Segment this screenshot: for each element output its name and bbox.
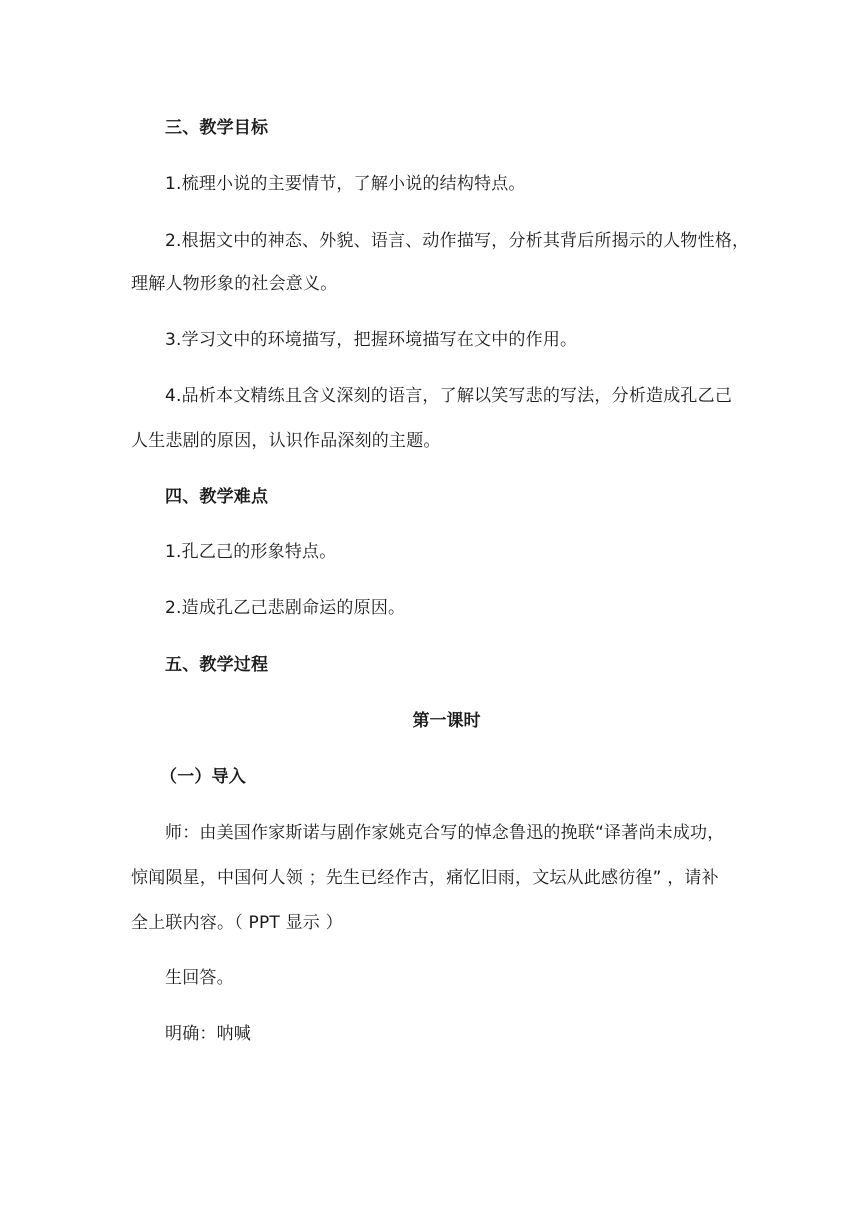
goal-item-1: 1.梳理小说的主要情节，了解小说的结构特点。 <box>165 174 526 194</box>
goal-item-2-line-1: 2.根据文中的神态、外貌、语言、动作描写，分析其背后所揭示的人物性格， <box>165 231 750 251</box>
teacher-paragraph-line-2: 惊闻陨星，中国何人领 ；先生已经作古，痛忆旧雨，文坛从此感彷徨” ，请补 <box>131 868 719 888</box>
lesson-title: 第一课时 <box>412 711 481 731</box>
section-heading-difficulties: 四、教学难点 <box>165 487 269 507</box>
goal-item-4-line-2: 人生悲剧的原因，认识作品深刻的主题。 <box>131 431 441 451</box>
section-heading-teaching-goals: 三、教学目标 <box>165 118 269 138</box>
teacher-paragraph-line-1: 师：由美国作家斯诺与剧作家姚克合写的悼念鲁迅的挽联“译著尚未成功， <box>165 823 725 843</box>
difficulty-item-1: 1.孔乙己的形象特点。 <box>165 542 337 562</box>
subsection-heading-intro: （一）导入 <box>160 767 246 787</box>
answer-line: 明确：呐喊 <box>165 1024 251 1044</box>
student-response: 生回答。 <box>165 968 234 988</box>
goal-item-4-line-1: 4.品析本文精练且含义深刻的语言，了解以笑写悲的写法，分析造成孔乙己 <box>165 386 733 406</box>
goal-item-2-line-2: 理解人物形象的社会意义。 <box>131 274 338 294</box>
difficulty-item-2: 2.造成孔乙己悲剧命运的原因。 <box>165 598 406 618</box>
goal-item-3: 3.学习文中的环境描写，把握环境描写在文中的作用。 <box>165 330 578 350</box>
teacher-paragraph-line-3: 全上联内容。（ PPT 显示 ） <box>131 913 343 933</box>
section-heading-process: 五、教学过程 <box>165 655 269 675</box>
